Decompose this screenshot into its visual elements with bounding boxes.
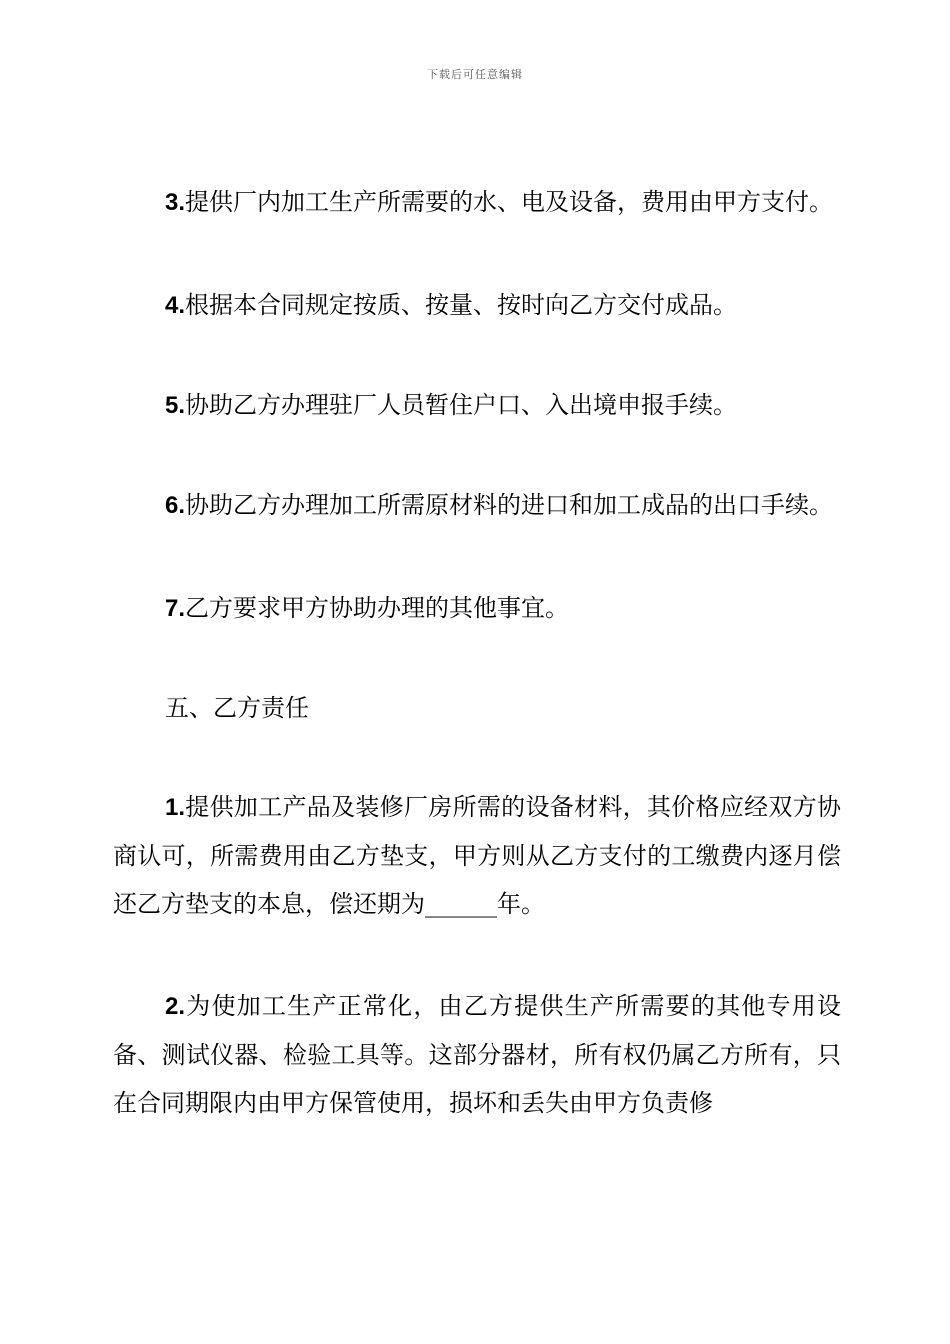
paragraph-6	[113, 481, 841, 530]
paragraph-number: 3.	[165, 189, 186, 216]
paragraph-number: 2.	[165, 993, 186, 1020]
paragraph-text: 提供加工产品及装修厂房所需的设备材料，其价格应经双方协商认可，所需费用由乙方垫支，甲方则从乙方支付的工缴费内逐月偿还乙方垫支的本息，偿还期为______年。	[113, 793, 841, 918]
paragraph-7	[113, 584, 841, 633]
paragraph-number: 7.	[165, 595, 186, 622]
paragraph-text: 协助乙方办理加工所需原材料的进口和加工成品的出口手续。	[185, 491, 834, 519]
paragraph-text: 为使加工生产正常化，由乙方提供生产所需要的其他专用设备、测试仪器、检验工具等。这部分器材，所有权仍属乙方所有，只在合同期限内由甲方保管使用，损坏和丢失由甲方负责修	[113, 992, 841, 1117]
paragraph-b1	[113, 783, 841, 928]
section-heading	[113, 684, 841, 732]
paragraph-text: 协助乙方办理驻厂人员暂住户口、入出境申报手续。	[185, 391, 738, 419]
paragraph-3	[113, 178, 841, 227]
paragraph-number: 4.	[165, 292, 186, 319]
paragraph-b2	[113, 982, 841, 1127]
paragraph-text: 根据本合同规定按质、按量、按时向乙方交付成品。	[185, 291, 738, 319]
paragraph-text: 乙方要求甲方协助办理的其他事宜。	[185, 594, 570, 622]
section-heading-text: 五、乙方责任	[165, 694, 309, 722]
header-note: 下载后可任意编辑	[427, 68, 523, 81]
paragraph-number: 1.	[165, 794, 186, 821]
paragraph-5	[113, 381, 841, 430]
paragraph-number: 5.	[165, 392, 186, 419]
paragraph-number: 6.	[165, 492, 186, 519]
paragraph-4	[113, 281, 841, 330]
paragraph-text: 提供厂内加工生产所需要的水、电及设备，费用由甲方支付。	[185, 188, 834, 216]
document-body	[113, 178, 841, 1127]
